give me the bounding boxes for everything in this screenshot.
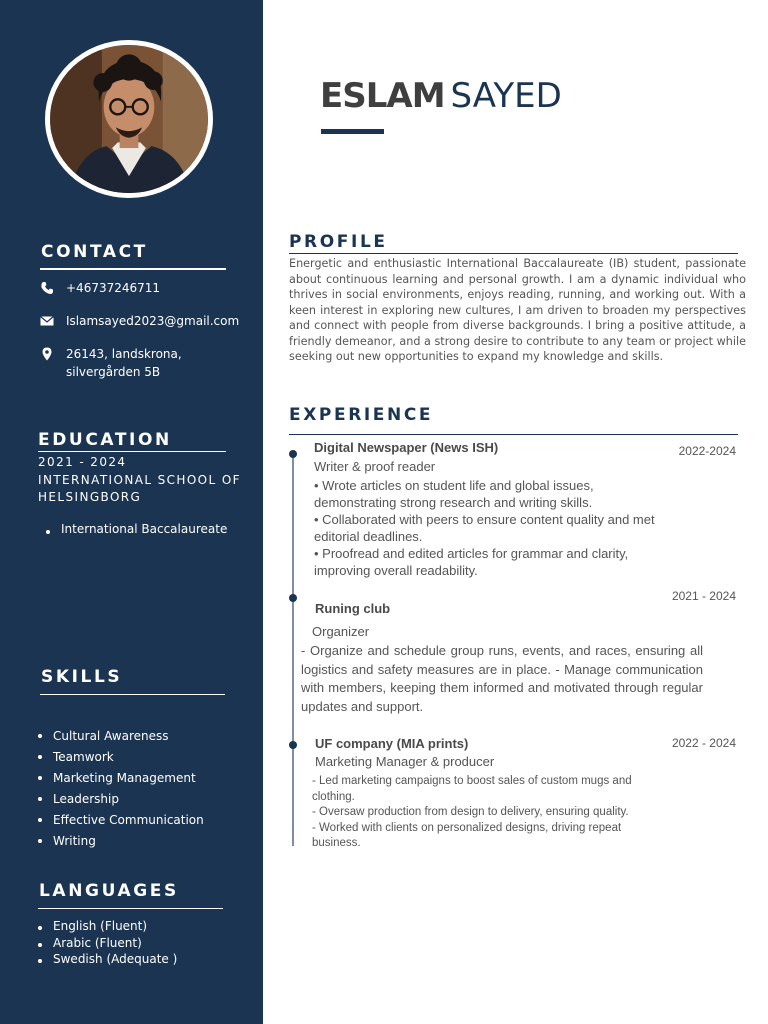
education-school-line-1: INTERNATIONAL SCHOOL OF (38, 473, 241, 487)
job-description (314, 477, 679, 579)
languages-list (38, 918, 177, 968)
skill-item: Cultural Awareness (38, 726, 204, 747)
experience-heading: EXPERIENCE (289, 405, 434, 425)
language-item: Swedish (Adequate ) (38, 951, 177, 968)
job-bullet: - Worked with clients on personalized designs, driving repeat business. (312, 821, 622, 849)
skill-item: Effective Communication (38, 810, 204, 831)
timeline-dot (289, 741, 297, 749)
language-item: English (Fluent) (38, 918, 177, 935)
skills-heading: SKILLS (41, 667, 123, 687)
job-bullet: - Oversaw production from design to delivery, ensuring quality. (312, 806, 629, 818)
job-title: Runing club (315, 601, 391, 616)
job-role: Writer & proof reader (314, 459, 436, 474)
profile-photo (45, 40, 213, 198)
job-date: 2021 - 2024 (671, 589, 736, 603)
name-underline (321, 129, 384, 134)
languages-divider (38, 908, 223, 909)
skills-list (38, 726, 204, 852)
profile-divider (289, 253, 738, 254)
education-list (46, 522, 227, 536)
contact-heading: CONTACT (41, 242, 148, 262)
phone-number[interactable]: +46737246711 (66, 281, 161, 295)
education-school-line-2: HELSINGBORG (38, 490, 142, 504)
job-title: UF company (MIA prints) (315, 736, 469, 751)
job-bullet: - Led marketing campaigns to boost sales of custom mugs and clothing. (312, 775, 632, 803)
skill-item: Marketing Management (38, 768, 204, 789)
job-role: Organizer (312, 624, 370, 639)
job-bullet: • Wrote articles on student life and global issues, demonstrating strong research and writing skills. (314, 478, 594, 510)
language-item: Arabic (Fluent) (38, 935, 177, 952)
profile-text: Energetic and enthusiastic International Baccalaureate (IB) student, passionate about continuous learning and personal growth. I am a dynamic individual who thrives in social environments, enjoys reading, running, and working out. With a keen interest in exploring new cultures, I am driven to broaden my perspectives and connect with people from diverse backgrounds. I bring a positive attitude, a friendly demeanor, and a strong desire to contribute to any team or project while seeking out new opportunities to expand my knowledge and skills. (289, 257, 746, 363)
address-line-2: silvergården 5B (66, 365, 161, 379)
languages-heading: LANGUAGES (39, 881, 179, 901)
contact-address (40, 345, 182, 381)
timeline-dot (289, 594, 297, 602)
skill-item: Teamwork (38, 747, 204, 768)
education-divider (38, 451, 226, 452)
job-date: 2022-2024 (678, 444, 736, 458)
first-name: ESLAM (320, 76, 445, 116)
portrait-image (50, 45, 208, 193)
timeline-dot (289, 450, 297, 458)
skill-item: Writing (38, 831, 204, 852)
contact-phone (40, 279, 160, 297)
contact-divider (40, 268, 226, 270)
education-years: 2021 - 2024 (38, 455, 127, 469)
timeline-line (292, 452, 294, 846)
sidebar (0, 0, 263, 1024)
job-bullet: • Proofread and edited articles for grammar and clarity, improving overall readability. (314, 546, 629, 578)
location-pin-icon (40, 347, 54, 361)
job-bullet: • Collaborated with peers to ensure content quality and met editorial deadlines. (314, 512, 655, 544)
job-date: 2022 - 2024 (671, 736, 736, 750)
phone-icon (40, 281, 54, 295)
job-description (301, 642, 703, 716)
contact-email (40, 312, 239, 330)
profile-heading: PROFILE (289, 232, 388, 252)
mail-icon (40, 314, 54, 328)
job-role: Marketing Manager & producer (315, 754, 495, 769)
email-address[interactable]: Islamsayed2023@gmail.com (66, 314, 240, 328)
last-name: SAYED (450, 76, 562, 116)
skill-item: Leadership (38, 789, 204, 810)
job-title: Digital Newspaper (News ISH) (314, 440, 499, 455)
job-bullet: - Organize and schedule group runs, events, and races, ensuring all logistics and safety measures are in place. - Manage communication with members, keeping them informed and motivated through regular updates and support. (301, 643, 703, 714)
skills-divider (40, 694, 225, 695)
experience-divider (289, 434, 738, 435)
education-item: International Baccalaureate (46, 522, 227, 536)
address-line-1: 26143, landskrona, (66, 347, 182, 361)
candidate-name (320, 76, 562, 116)
job-description (312, 774, 657, 852)
education-heading: EDUCATION (38, 430, 172, 450)
